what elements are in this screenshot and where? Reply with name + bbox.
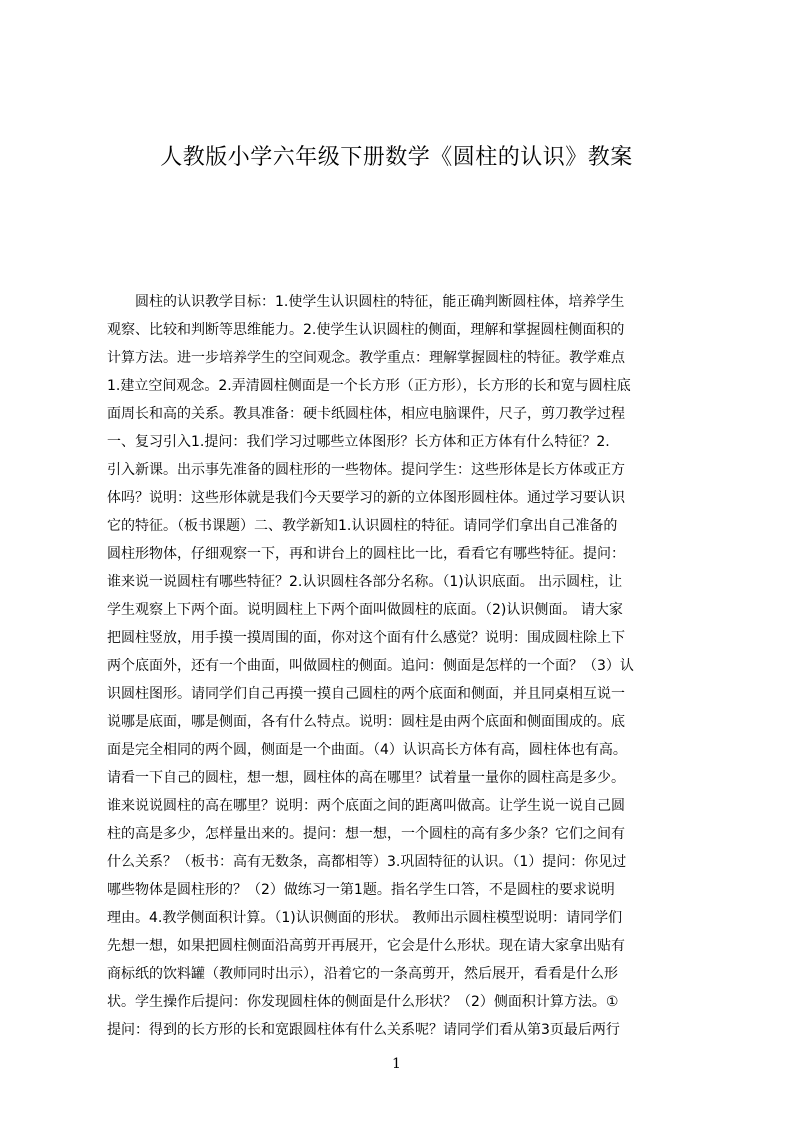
text-line: 状。学生操作后提问：你发现圆柱体的侧面是什么形状？（2）侧面积计算方法。① <box>107 994 619 1010</box>
text-line: 谁来说一说圆柱有哪些特征？2.认识圆柱各部分名称。（1)认识底面。 出示圆柱，让 <box>107 574 623 590</box>
text-line: 1.建立空间观念。2.弄清圆柱侧面是一个长方形（正方形），长方形的长和宽与圆柱底 <box>107 378 631 394</box>
text-line: 体吗？说明：这些形体就是我们今天要学习的新的立体图形圆柱体。通过学习要认识 <box>107 490 625 506</box>
page-number: 1 <box>392 1056 401 1072</box>
text-line: 学生观察上下两个面。说明圆柱上下两个面叫做圆柱的底面。（2)认识侧面。 请大家 <box>107 602 623 618</box>
text-line: 识圆柱图形。请同学们自己再摸一摸自己圆柱的两个底面和侧面，并且同桌相互说一 <box>107 686 625 702</box>
text-line: 观察、比较和判断等思维能力。2.使学生认识圆柱的侧面，理解和掌握圆柱侧面积的 <box>107 322 625 338</box>
text-line: 圆柱的认识教学目标：1.使学生认识圆柱的特征，能正确判断圆柱体，培养学生 <box>107 294 625 310</box>
text-line: 提问：得到的长方形的长和宽跟圆柱体有什么关系呢？请同学们看从第3页最后两行 <box>107 1022 620 1038</box>
text-line: 把圆柱竖放，用手摸一摸周围的面，你对这个面有什么感觉？说明：围成圆柱除上下 <box>107 630 625 646</box>
text-line: 引入新课。出示事先准备的圆柱形的一些物体。提问学生：这些形体是长方体或正方 <box>107 462 625 478</box>
text-line: 它的特征。（板书课题）二、教学新知1.认识圆柱的特征。请同学们拿出自己准备的 <box>107 518 618 534</box>
document-title: 人教版小学六年级下册数学《圆柱的认识》教案 <box>160 145 633 170</box>
text-line: 先想一想，如果把圆柱侧面沿高剪开再展开，它会是什么形状。现在请大家拿出贴有 <box>107 938 625 954</box>
text-line: 商标纸的饮料罐（教师同时出示），沿着它的一条高剪开，然后展开，看看是什么形 <box>107 966 618 982</box>
text-line: 一、复习引入1.提问：我们学习过哪些立体图形？长方体和正方体有什么特征？2. <box>107 434 610 450</box>
text-line: 哪些物体是圆柱形的？（2）做练习一第1题。指名学生口答，不是圆柱的要求说明 <box>107 882 615 898</box>
text-line: 谁来说说圆柱的高在哪里？说明：两个底面之间的距离叫做高。让学生说一说自己圆 <box>107 798 625 814</box>
text-line: 请看一下自己的圆柱，想一想，圆柱体的高在哪里？试着量一量你的圆柱高是多少。 <box>107 770 625 786</box>
text-line: 面是完全相同的两个圆，侧面是一个曲面。（4）认识高长方体有高，圆柱体也有高。 <box>107 742 627 758</box>
text-line: 柱的高是多少，怎样量出来的。提问：想一想，一个圆柱的高有多少条？它们之间有 <box>107 826 625 842</box>
text-line: 什么关系？（板书：高有无数条，高都相等）3.巩固特征的认识。（1）提问：你见过 <box>107 854 627 870</box>
text-line: 理由。4.教学侧面积计算。（1)认识侧面的形状。 教师出示圆柱模型说明：请同学们 <box>107 910 623 926</box>
text-line: 计算方法。进一步培养学生的空间观念。教学重点：理解掌握圆柱的特征。教学难点 <box>107 350 625 366</box>
text-line: 面周长和高的关系。教具准备：硬卡纸圆柱体，相应电脑课件，尺子，剪刀教学过程 <box>107 406 625 422</box>
text-line: 说哪是底面，哪是侧面，各有什么特点。说明：圆柱是由两个底面和侧面围成的。底 <box>107 714 625 730</box>
text-line: 圆柱形物体，仔细观察一下，再和讲台上的圆柱比一比，看看它有哪些特征。提问： <box>107 546 625 562</box>
text-line: 两个底面外，还有一个曲面，叫做圆柱的侧面。追问：侧面是怎样的一个面？（3）认 <box>107 658 634 674</box>
